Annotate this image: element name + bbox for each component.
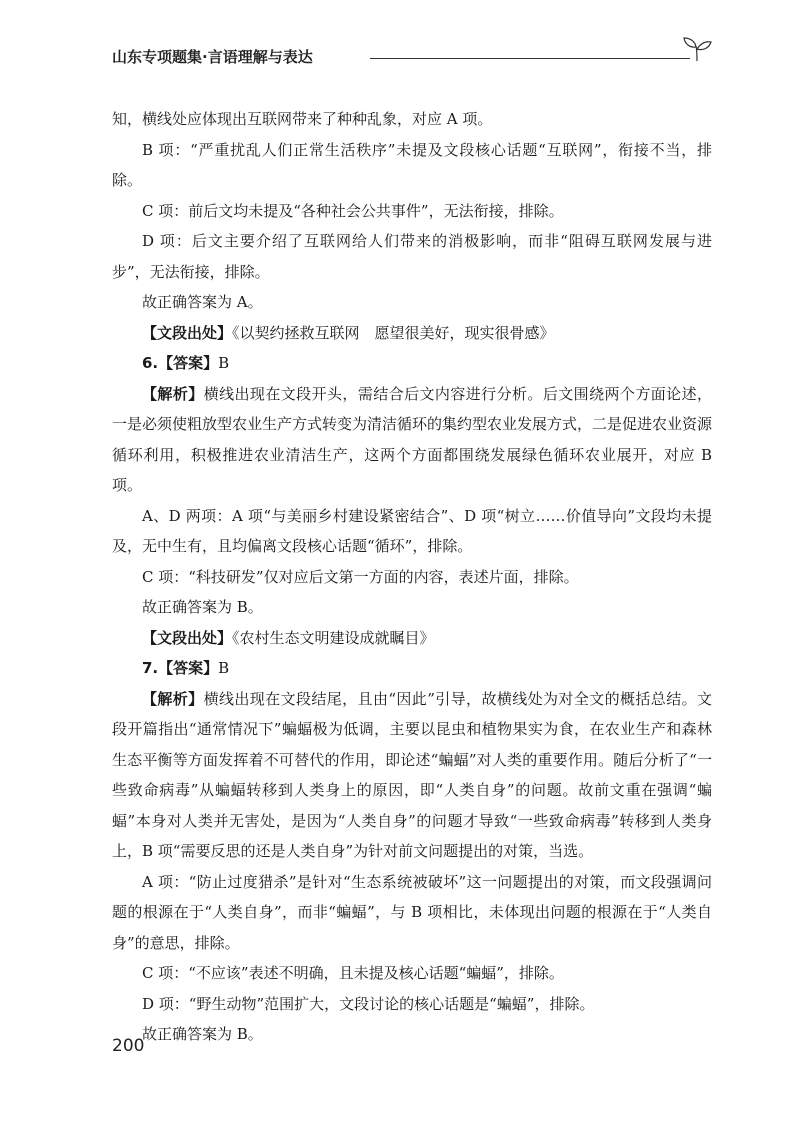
- header-rule: [370, 58, 690, 59]
- paragraph-text: D 项：后文主要介绍了互联网给人们带来的消极影响，而非“阻碍互联网发展与进步”，无法衔接，排除。: [112, 232, 712, 281]
- paragraph-text: 故正确答案为 B。: [142, 598, 263, 616]
- paragraph-text: C 项：前后文均未提及“各种社会公共事件”，无法衔接，排除。: [142, 201, 564, 220]
- paragraph: [112, 135, 712, 196]
- paragraph-text: A 项：“防止过度猎杀”是针对“生态系统被破坏”这一问题提出的对策，而文段强调问题的根源在于“人类自身”，而非“蝙蝠”，与 B 项相比，未体现出问题的根源在于“人类自身”的意思，排除。: [112, 872, 712, 952]
- paragraph: [112, 104, 712, 135]
- sprout-icon: [682, 36, 712, 62]
- paragraph-text: 故正确答案为 B。: [142, 1025, 263, 1043]
- paragraph: [112, 1019, 712, 1050]
- paragraph: [112, 989, 712, 1020]
- paragraph-text: B 项：“严重扰乱人们正常生活秩序”未提及文段核心话题“互联网”，衔接不当，排除。: [112, 140, 712, 189]
- running-header: [112, 42, 712, 70]
- paragraph: [112, 318, 712, 349]
- paragraph-text: 《农村生态文明建设成就瞩目》: [232, 628, 435, 647]
- paragraph: [112, 287, 712, 318]
- paragraph: [112, 592, 712, 623]
- paragraph-text: B: [218, 354, 230, 372]
- paragraph-text: 知，横线处应体现出互联网带来了种种乱象，对应 A 项。: [112, 110, 493, 128]
- section-label: 【解析】: [142, 689, 204, 708]
- paragraph-text: 故正确答案为 A。: [142, 293, 263, 311]
- paragraph: [112, 653, 712, 684]
- answer-explanation-body: [112, 104, 712, 1050]
- paragraph-text: 《以契约拯救互联网 愿望很美好，现实很骨感》: [232, 323, 555, 342]
- paragraph-text: 横线出现在文段结尾，且由“因此”引导，故横线处为对全文的概括总结。文段开篇指出“通常情况下”蝙蝠极为低调，主要以昆虫和植物果实为食，在农业生产和森林生态平衡等方面发挥着不可替代的作用，即论述“蝙蝠”对人类的重要作用。随后分析了“一些致命病毒”从蝙蝠转移到人类身上的原因，即“人类自身”的问题。故前文重在强调“蝙蝠”本身对人类并无害处，是因为“人类自身”的问题才导致“一些致命病毒”转移到人类身上，B 项“需要反思的还是人类自身”为针对前文问题提出的对策，当选。: [112, 689, 712, 860]
- paragraph: [112, 867, 712, 959]
- paragraph: [112, 501, 712, 562]
- paragraph: [112, 348, 712, 379]
- paragraph-text: C 项：“不应该”表述不明确，且未提及核心话题“蝙蝠”，排除。: [142, 964, 564, 982]
- paragraph-text: 横线出现在文段开头，需结合后文内容进行分析。后文围绕两个方面论述，一是必须使粗放型农业生产方式转变为清洁循环的集约型农业发展方式，二是促进农业资源循环利用，积极推进农业清洁生产，这两个方面都围绕发展绿色循环农业展开，对应 B 项。: [112, 384, 713, 494]
- paragraph-text: B: [218, 659, 230, 677]
- paragraph: [112, 623, 712, 654]
- paragraph-text: A、D 两项：A 项“与美丽乡村建设紧密结合”、D 项“树立……价值导向”文段均未提及，无中生有，且均偏离文段核心话题“循环”，排除。: [112, 506, 712, 555]
- paragraph: [112, 196, 712, 227]
- section-label: 7.【答案】: [142, 659, 219, 677]
- page-number: 200: [112, 1036, 145, 1056]
- paragraph: [112, 226, 712, 287]
- section-label: 【解析】: [142, 384, 204, 403]
- header-title: 山东专项题集·言语理解与表达: [112, 48, 313, 66]
- paragraph: [112, 958, 712, 989]
- section-label: 6.【答案】: [142, 354, 219, 372]
- paragraph: [112, 684, 712, 867]
- paragraph-text: D 项：“野生动物”范围扩大，文段讨论的核心话题是“蝙蝠”，排除。: [142, 994, 595, 1013]
- paragraph-text: C 项：“科技研发”仅对应后文第一方面的内容，表述片面，排除。: [142, 567, 579, 586]
- section-label: 【文段出处】: [142, 323, 233, 342]
- paragraph: [112, 379, 712, 501]
- paragraph: [112, 562, 712, 593]
- section-label: 【文段出处】: [142, 628, 233, 647]
